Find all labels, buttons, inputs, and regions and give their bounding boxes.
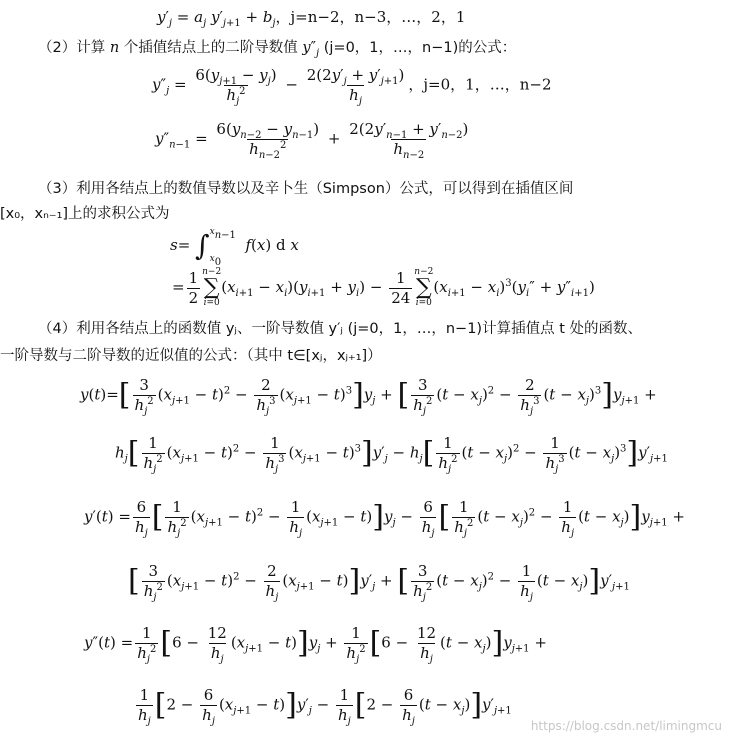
step2-mid: 个插值结点上的二阶导数值 <box>123 40 298 56</box>
step2-heading: （2）计算 n 个插值结点上的二阶导数值 $y''_j$ (j=0，1，…，n−1)的公式： <box>38 40 517 59</box>
step3-line2: [x₀，xₙ₋₁]上的求积公式为 <box>0 206 170 222</box>
step2-range: (j=0，1，…，n−1)的公式： <box>323 40 517 56</box>
formula-simpson-sum: = $\frac{1}{2}$ n−2 ∑ i=0 $(x_{i+1} - x_i)(y_{i+1} + y_i)$ − $\frac{1}{24}$ n−2 ∑ i=0 $(x_{i+1} - x_i)^3(y_i'' + y''_{i+1})$ <box>172 267 595 308</box>
step4-line2: 一阶导数与二阶导数的近似值的公式：（其中 t∈[xⱼ，xⱼ₊₁]） <box>0 348 382 364</box>
formula-second-derivative-last: $y''_{n-1}$ = $\frac{6(y_{n-2} - y_{n-1})}{h_{n-2}^2}$ + $\frac{2(2y'_{n-1} + y'_{n-2})}{h_{n-2}}$ <box>155 120 469 161</box>
step4-line1: （4）利用各结点上的函数值 yⱼ、一阶导数值 y′ⱼ (j=0，1，…，n−1)计算插值点 t 处的函数、 <box>38 321 642 337</box>
formula-first-derivative-recurrence: $y'_j = a_j$ $y'_{j+1} + b_j$，j=n−2，n−3，…，2，1 <box>157 8 466 29</box>
formula-y-second-t-line2: $\frac{1}{h_j}$ [2 − $\frac{6}{h_j}$ $(x_{j+1} - t)]y'_j$ − $\frac{1}{h_j}$ [2 − $\frac{6}{h_j}$ $(t - x_j)]y'_{j+1}$ <box>138 686 512 727</box>
formula-second-derivative: $y''_j$ = $\frac{6(y_{j+1} - y_j)}{h_j^2}$ − $\frac{2(2y'_j + y'_{j+1})}{h_j}$ ，j=0，1，…，n−2 <box>152 66 552 107</box>
formula-range-text-2: ，j=0，1，…，n−2 <box>408 75 552 94</box>
formula-y-t-line2: $h_j$[ $\frac{1}{h_j^2}$ $(x_{j+1} - t)^2$ − $\frac{1}{h_j^3}$ $(x_{j+1} - t)^3]y'_j - h_j$[ $\frac{1}{h_j^2}$ $(t - x_j)^2$ − $\frac{1}{h_j^3}$ $(t - x_j)^3]y'_{j+1}$ <box>115 434 668 475</box>
formula-integral: s= ∫ $x_{n-1}$ $x_0$ f(x) d x <box>170 227 299 268</box>
step3-line1: （3）利用各结点上的数值导数以及辛卜生（Simpson）公式，可以得到在插值区间 <box>38 181 574 197</box>
formula-y-prime-t-line1: y′(t) = $\frac{6}{h_j}$ [ $\frac{1}{h_j^2}$ $(x_{j+1} - t)^2$ − $\frac{1}{h_j}$ $(x_{j+1} - t)]y_j$ − $\frac{6}{h_j}$ [ $\frac{1}{h_j^2}$ $(t - x_j)^2$ − $\frac{1}{h_j}$ $(t - x_j)]y_{j+1}$ + <box>84 498 685 539</box>
watermark: https://blog.csdn.net/limingmcu <box>530 719 722 733</box>
formula-y-t-line1: y(t)=[ $\frac{3}{h_j^2}$ $(x_{j+1} - t)^2$ − $\frac{2}{h_j^3}$ $(x_{j+1} - t)^3]y_j$ + [ $\frac{3}{h_j^2}$ $(t - x_j)^2$ − $\frac{2}{h_j^3}$ $(t - x_j)^3]y_{j+1}$ + <box>80 376 657 417</box>
formula-y-second-t-line1: y″(t) = $\frac{1}{h_j^2}$ [6 − $\frac{12}{h_j}$ $(x_{j+1} - t)]y_j$ + $\frac{1}{h_j^2}$ [6 − $\frac{12}{h_j}$ $(t - x_j)]y_{j+1}$ + <box>84 624 547 665</box>
formula-y-prime-t-line2: [ $\frac{3}{h_j^2}$ $(x_{j+1} - t)^2$ − $\frac{2}{h_j}$ $(x_{j+1} - t)]y'_j$ + [ $\frac{3}{h_j^2}$ $(t - x_j)^2$ − $\frac{1}{h_j}$ $(t - x_j)]y'_{j+1}$ <box>128 562 630 603</box>
step2-label: （2）计算 <box>38 40 106 56</box>
formula-range-text: ，j=n−2，n−3，…，2，1 <box>275 8 466 26</box>
